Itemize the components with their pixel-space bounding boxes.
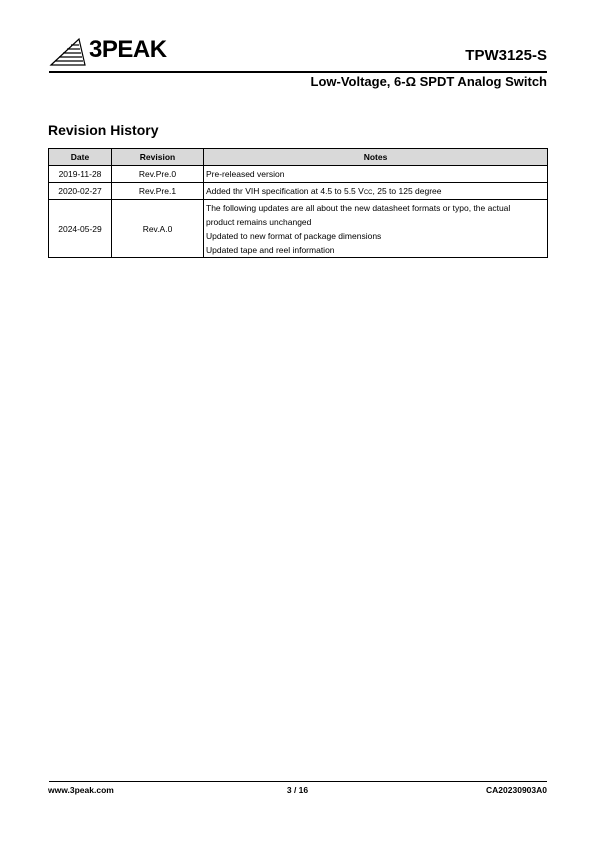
logo-mark-icon [49, 35, 89, 67]
note-subscript: CC [363, 190, 373, 196]
company-logo [49, 35, 189, 67]
logo-wordmark: 3PEAK [89, 36, 167, 63]
note-line: Pre-released version [206, 169, 285, 179]
row-date: 2020-02-27 [49, 183, 112, 200]
note-line: Updated tape and reel information [206, 244, 335, 255]
row-revision: Rev.Pre.0 [112, 166, 204, 183]
note-line: product remains unchanged [206, 216, 312, 227]
footer-doc-code: CA20230903A0 [486, 785, 547, 795]
section-title: Revision History [48, 122, 159, 138]
part-number: TPW3125-S [465, 47, 547, 64]
revision-history-table [48, 148, 548, 258]
column-header-revision: Revision [112, 149, 204, 166]
note-text: Added thr VIH specification at 4.5 to 5.5 V [206, 186, 364, 196]
document-subtitle: Low-Voltage, 6-Ω SPDT Analog Switch [310, 74, 547, 89]
column-header-date: Date [49, 149, 112, 166]
row-date: 2019-11-28 [49, 166, 112, 183]
row-notes [204, 183, 548, 200]
table-row [49, 183, 548, 200]
table-row [49, 200, 548, 258]
column-header-notes: Notes [204, 149, 548, 166]
note-line: The following updates are all about the new datasheet formats or typo, the actual [206, 202, 511, 213]
note-text-suffix: , 25 to 125 degree [372, 186, 442, 196]
row-date: 2024-05-29 [49, 200, 112, 258]
footer-website-link[interactable]: www.3peak.com [48, 785, 114, 795]
row-notes [204, 166, 548, 183]
row-revision: Rev.Pre.1 [112, 183, 204, 200]
row-notes [204, 200, 548, 258]
table-row [49, 166, 548, 183]
footer-divider [49, 781, 547, 782]
row-revision: Rev.A.0 [112, 200, 204, 258]
note-line: Updated to new format of package dimensions [206, 230, 382, 241]
footer-page-number: 3 / 16 [286, 785, 309, 795]
table-header-row [49, 149, 548, 166]
header-divider [49, 71, 547, 73]
